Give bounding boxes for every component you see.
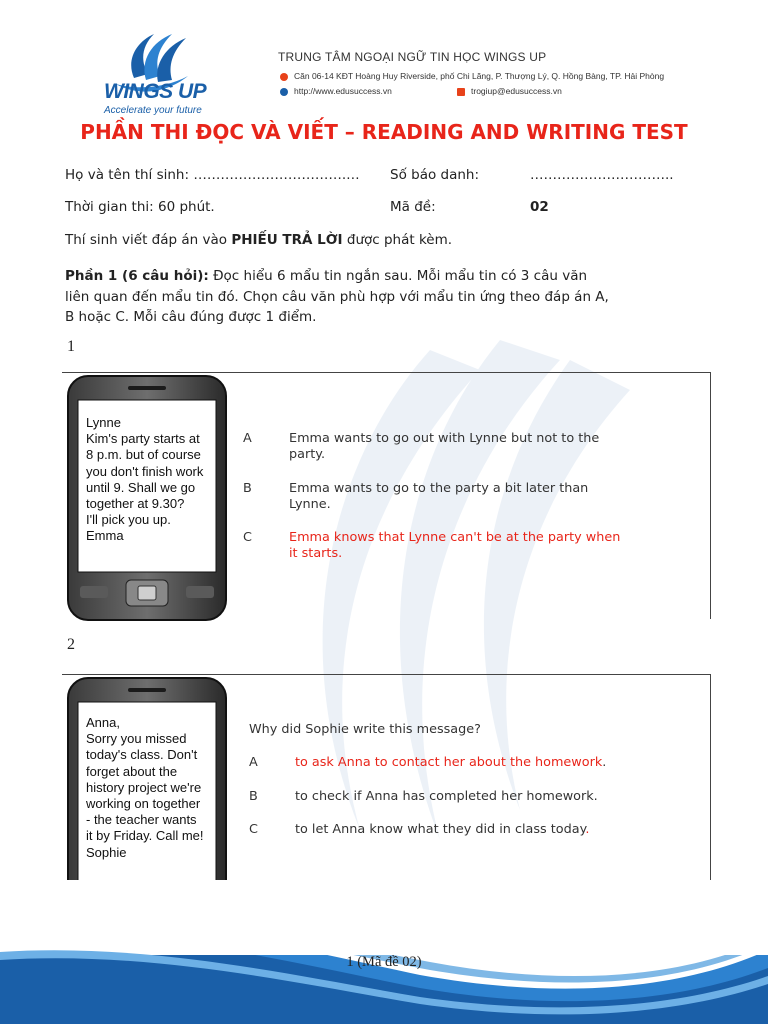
page-number: 1 (Mã đề 02) (346, 954, 422, 970)
q2-option-b-letter: B (249, 789, 258, 804)
q1-option-a[interactable]: Emma wants to go out with Lynne but not to the party. (289, 431, 600, 462)
q1-option-c-letter: C (243, 530, 252, 545)
code-value: 02 (530, 199, 549, 215)
website-line (280, 86, 392, 96)
org-name: TRUNG TÂM NGOẠI NGỮ TIN HỌC WINGS UP (278, 50, 547, 64)
logo-tagline: Accelerate your future (104, 105, 202, 116)
sbd-label: Số báo danh: (390, 167, 480, 183)
location-icon (280, 73, 288, 81)
question-number-2: 2 (67, 636, 75, 653)
q2-question: Why did Sophie write this message? (249, 722, 481, 737)
q2-option-a-letter: A (249, 755, 258, 770)
sms-message-2: Anna, Sorry you missed today's class. Don't forget about the history project we're working on together - the teacher wants it by Friday. Call me! Sophie (86, 715, 204, 860)
sbd-value: ………………………….. (530, 167, 674, 183)
q1-option-b[interactable]: Emma wants to go to the party a bit later than Lynne. (289, 481, 589, 512)
email-link[interactable]: trogiup@edusuccess.vn (471, 86, 562, 96)
code-label: Mã đề: (390, 199, 436, 215)
mail-icon (457, 88, 465, 96)
logo-name: WINGS UP (104, 80, 207, 103)
part1-heading: Phần 1 (6 câu hỏi): (65, 268, 209, 284)
globe-icon (280, 88, 288, 96)
time-label: Thời gian thi: 60 phút. (65, 199, 215, 215)
q1-option-c-correct[interactable]: Emma knows that Lynne can't be at the party when it starts. (289, 530, 621, 561)
q1-option-b-letter: B (243, 481, 252, 496)
page-title: PHẦN THI ĐỌC VÀ VIẾT – READING AND WRITING TEST (80, 120, 688, 144)
address-text: Căn 06-14 KĐT Hoàng Huy Riverside, phố Chi Lăng, P. Thượng Lý, Q. Hồng Bàng, TP. Hải Phòng (294, 71, 665, 81)
q2-option-b[interactable]: to check if Anna has completed her homework. (295, 789, 598, 804)
part1-instructions: Phần 1 (6 câu hỏi): Đọc hiểu 6 mẩu tin ngắn sau. Mỗi mẩu tin có 3 câu văn liên quan đến mẩu tin đó. Chọn câu văn phù hợp với mẩu tin ứng theo đáp án A, B hoặc C. Mỗi câu đúng được 1 điểm. (65, 268, 609, 325)
address-line (280, 71, 664, 81)
question-number-1: 1 (67, 338, 75, 355)
instruction: Thí sinh viết đáp án vào PHIẾU TRẢ LỜI được phát kèm. (65, 232, 453, 248)
candidate-name-label: Họ và tên thí sinh: …………………………….… (65, 167, 360, 183)
email-line (457, 86, 562, 96)
q2-option-c-letter: C (249, 822, 258, 837)
q1-option-a-letter: A (243, 431, 252, 446)
website-link[interactable]: http://www.edusuccess.vn (294, 86, 392, 96)
q2-option-a-correct[interactable]: to ask Anna to contact her about the homework. (295, 755, 607, 770)
sms-message-1: Lynne Kim's party starts at 8 p.m. but of course you don't finish work until 9. Shall we go together at 9.30? I'll pick you up. Emma (86, 415, 204, 544)
footer-wave-decoration (0, 880, 768, 1024)
q2-option-c[interactable]: to let Anna know what they did in class today. (295, 822, 590, 837)
